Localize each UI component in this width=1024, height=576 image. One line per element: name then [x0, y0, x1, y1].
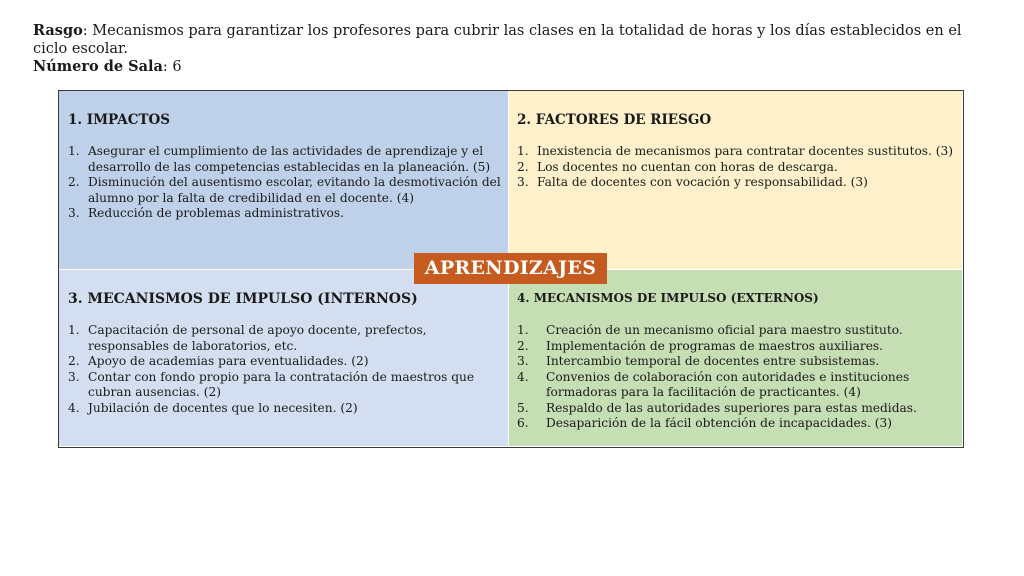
list-item	[517, 323, 957, 339]
list-item	[68, 370, 500, 401]
item-number: 5.	[517, 400, 529, 415]
item-number: 1.	[68, 323, 80, 337]
item-text: Falta de docentes con vocación y responsabilidad. (3)	[537, 175, 868, 189]
item-number: 1.	[517, 144, 529, 158]
item-text: Convenios de colaboración con autoridades e instituciones formadoras para la facilitación de practicantes. (4)	[546, 369, 910, 399]
rasgo-line	[33, 22, 993, 58]
list-item	[68, 144, 504, 175]
item-text: Capacitación de personal de apoyo docente, prefectos, responsables de laboratorios, etc.	[88, 323, 427, 353]
item-text: Jubilación de docentes que lo necesiten. (2)	[88, 400, 358, 415]
list-item	[68, 323, 500, 354]
list-item	[517, 401, 957, 417]
impactos-title: 1. IMPACTOS	[68, 112, 170, 128]
item-number: 3.	[517, 354, 529, 368]
riesgo-title: 2. FACTORES DE RIESGO	[517, 112, 712, 128]
quadrant-mecanismos-internos	[59, 270, 509, 446]
list-item	[68, 206, 504, 222]
item-text: Respaldo de las autoridades superiores para estas medidas.	[546, 400, 917, 415]
item-number: 1.	[517, 323, 529, 337]
slide-header	[33, 22, 993, 76]
item-text: Asegurar el cumplimiento de las actividades de aprendizaje y el desarrollo de las competencias establecidas en la planeación. (5)	[88, 144, 491, 174]
quadrant-impactos	[59, 91, 509, 270]
item-number: 4.	[517, 369, 529, 384]
sala-line	[33, 58, 993, 76]
sala-label: Número de Sala	[33, 58, 163, 75]
aprendizajes-label: APRENDIZAJES	[414, 253, 607, 284]
item-number: 2.	[68, 175, 80, 189]
list-item	[517, 370, 957, 401]
externos-title: 4. MECANISMOS DE IMPULSO (EXTERNOS)	[517, 291, 819, 305]
item-number: 3.	[517, 175, 529, 189]
item-text: Contar con fondo propio para la contratación de maestros que cubran ausencias. (2)	[88, 369, 475, 399]
rasgo-text: : Mecanismos para garantizar los profesores para cubrir las clases en la totalidad de horas y los días establecidos en el ciclo escolar.	[33, 23, 962, 57]
item-number: 3.	[68, 206, 80, 220]
item-text: Disminución del ausentismo escolar, evitando la desmotivación del alumno por la falta de credibilidad en el docente. (4)	[88, 175, 501, 205]
externos-list	[517, 323, 957, 432]
list-item	[517, 175, 957, 191]
list-item	[68, 401, 500, 417]
list-item	[517, 416, 957, 432]
item-number: 1.	[68, 144, 80, 158]
list-item	[517, 354, 957, 370]
item-text: Inexistencia de mecanismos para contratar docentes sustitutos. (3)	[537, 144, 954, 158]
quadrant-mecanismos-externos	[509, 270, 962, 446]
item-text: Creación de un mecanismo oficial para maestro sustituto.	[546, 323, 903, 337]
item-number: 2.	[517, 159, 529, 174]
list-item	[68, 354, 500, 370]
item-text: Desaparición de la fácil obtención de incapacidades. (3)	[546, 416, 893, 430]
item-text: Reducción de problemas administrativos.	[88, 206, 345, 220]
item-number: 4.	[68, 400, 80, 415]
item-text: Los docentes no cuentan con horas de descarga.	[537, 159, 838, 174]
item-number: 2.	[68, 354, 80, 368]
impactos-list	[68, 144, 504, 222]
internos-title: 3. MECANISMOS DE IMPULSO (INTERNOS)	[68, 291, 418, 307]
list-item	[517, 160, 957, 176]
item-number: 3.	[68, 369, 80, 384]
rasgo-label: Rasgo	[33, 22, 83, 39]
quadrant-factores-riesgo	[509, 91, 962, 270]
list-item	[517, 144, 957, 160]
riesgo-list	[517, 144, 957, 191]
list-item	[68, 175, 504, 206]
item-number: 2.	[517, 338, 529, 353]
item-text: Implementación de programas de maestros auxiliares.	[546, 338, 884, 353]
item-text: Apoyo de academias para eventualidades. (2)	[88, 354, 369, 368]
sala-text: : 6	[162, 59, 182, 75]
internos-list	[68, 323, 500, 416]
item-text: Intercambio temporal de docentes entre subsistemas.	[546, 354, 880, 368]
list-item	[517, 339, 957, 355]
item-number: 6.	[517, 416, 529, 430]
